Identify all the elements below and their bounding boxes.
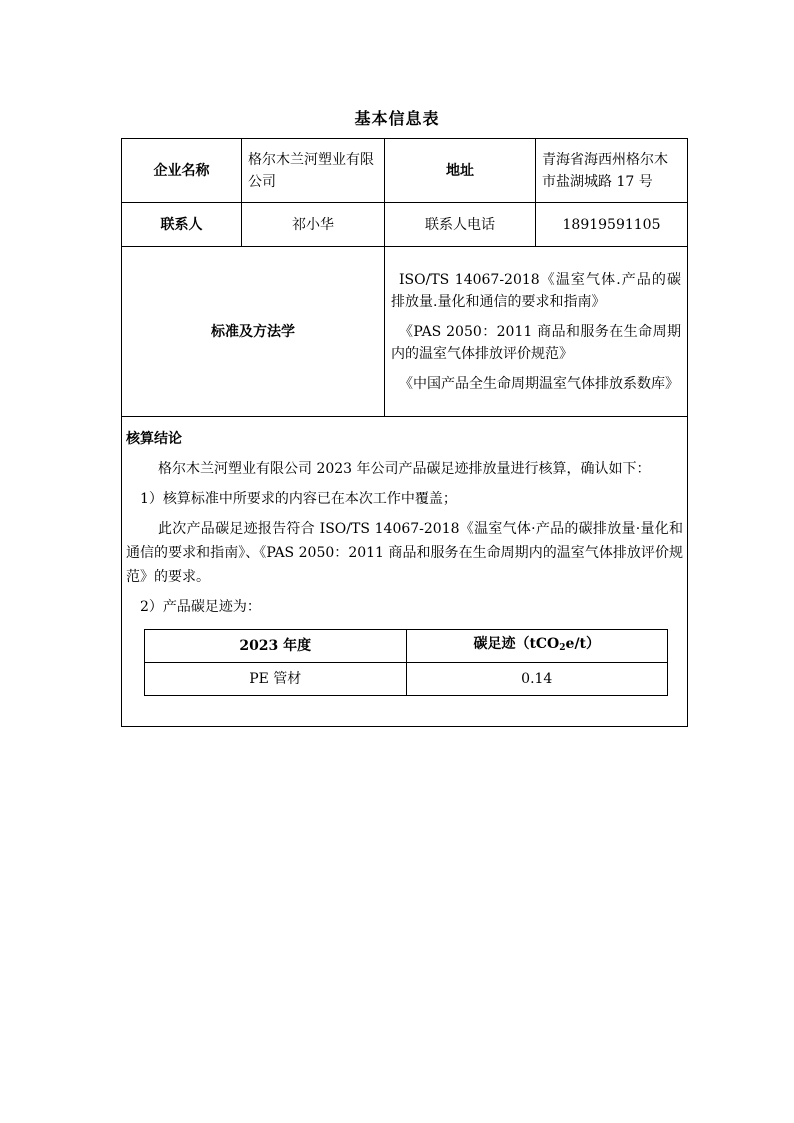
conclusion-point-1: 1）核算标准中所要求的内容已在本次工作中覆盖； [140, 491, 457, 507]
address-label: 地址 [385, 139, 536, 203]
contact-value: 祁小华 [242, 203, 385, 247]
conclusion-row [122, 417, 688, 727]
conclusion-intro: 格尔木兰河塑业有限公司 2023 年公司产品碳足迹排放量进行核算，确认如下： [158, 461, 651, 477]
footprint-header [406, 630, 668, 663]
standard-item: ISO/TS 14067-2018《温室气体.产品的碳排放量.量化和通信的要求和指南》 [391, 271, 681, 310]
phone-label: 联系人电话 [385, 203, 536, 247]
table-row [145, 663, 668, 696]
contact-row [122, 203, 688, 247]
phone-value: 18919591105 [536, 203, 688, 247]
conclusion-heading: 核算结论 [126, 431, 182, 447]
company-name-value: 格尔木兰河塑业有限公司 [242, 139, 385, 203]
table-header-row [145, 630, 668, 663]
footprint-header-prefix: 碳足迹（tCO [473, 636, 560, 652]
standard-item: 《PAS 2050：2011 商品和服务在生命周期内的温室气体排放评价规范》 [391, 323, 681, 362]
basic-info-table [121, 138, 688, 727]
company-row [122, 139, 688, 203]
footprint-header-suffix: e/t） [565, 636, 601, 652]
standards-label: 标准及方法学 [122, 247, 385, 417]
page-title: 基本信息表 [354, 109, 440, 128]
standards-row [122, 247, 688, 417]
company-name-label: 企业名称 [122, 139, 242, 203]
standard-item: 《中国产品全生命周期温室气体排放系数库》 [399, 375, 679, 392]
footprint-value: 0.14 [406, 663, 668, 696]
address-value: 青海省海西州格尔木市盐湖城路 17 号 [536, 139, 688, 203]
carbon-footprint-table [144, 629, 668, 696]
standards-list [385, 247, 688, 417]
product-name: PE 管材 [145, 663, 407, 696]
conclusion-statement: 此次产品碳足迹报告符合 ISO/TS 14067-2018《温室气体·产品的碳排放量·量化和通信的要求和指南》、《PAS 2050：2011 商品和服务在生命周期内的温室气体排放评价规范》的要求。 [126, 521, 683, 585]
year-header: 2023 年度 [145, 630, 407, 663]
conclusion-cell [122, 417, 688, 727]
conclusion-point-2: 2）产品碳足迹为： [140, 599, 261, 615]
footprint-header-sub: 2 [559, 643, 566, 653]
contact-label: 联系人 [122, 203, 242, 247]
